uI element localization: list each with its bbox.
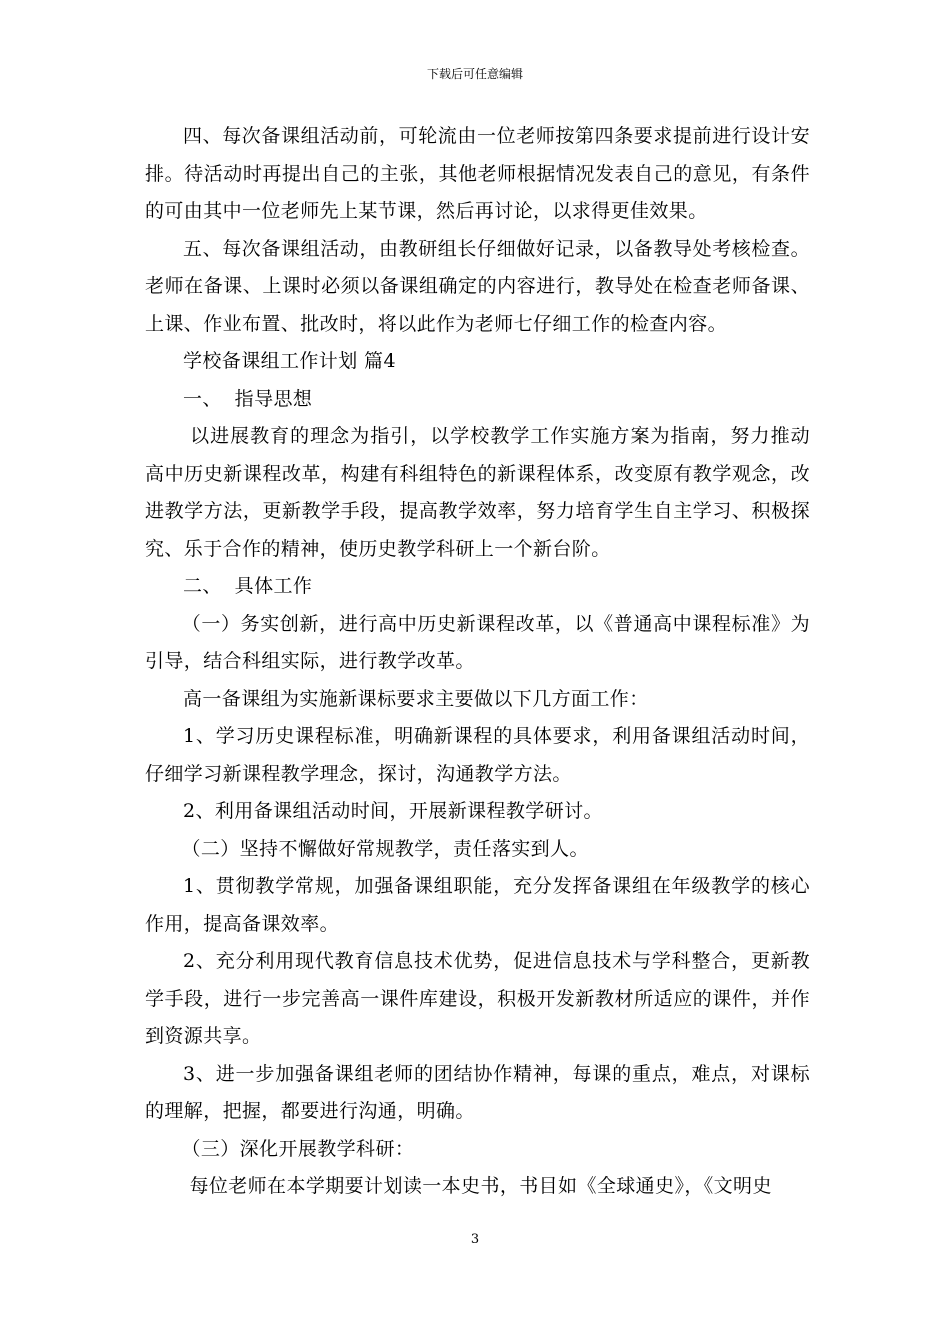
paragraph: 高一备课组为实施新课标要求主要做以下几方面工作： [183, 687, 649, 710]
subsection-heading: （三）深化开展教学科研： [175, 1137, 415, 1160]
list-item: 2、利用备课组活动时间，开展新课程教学研讨。 [183, 800, 603, 822]
list-item: 3、进一步加强备课组老师的团结协作精神，每课的重点，难点，对课标的理解，把握，都要进行沟通，明确。 [145, 1062, 810, 1122]
section-title: 学校备课组工作计划 篇4 [183, 350, 396, 372]
paragraph: 四、每次备课组活动前，可轮流由一位老师按第四条要求提前进行设计安排。待活动时再提出自己的主张，其他老师根据情况发表自己的意见，有条件的可由其中一位老师先上某节课，然后再讨论，以求得更佳效果。 [145, 125, 810, 222]
list-item: 1、学习历史课程标准，明确新课程的具体要求，利用备课组活动时间，仔细学习新课程教学理念，探讨，沟通教学方法。 [145, 725, 810, 785]
section-heading: 二、 具体工作 [183, 575, 313, 597]
document-body [145, 118, 810, 1206]
subsection-heading: （一）务实创新，进行高中历史新课程改革，以《普通高中课程标准》为引导，结合科组实际，进行教学改革。 [145, 612, 810, 672]
paragraph: 以进展教育的理念为指引，以学校教学工作实施方案为指南，努力推动高中历史新课程改革，构建有科组特色的新课程体系，改变原有教学观念，改进教学方法，更新教学手段，提高教学效率，努力培育学生自主学习、积极探究、乐于合作的精神，使历史教学科研上一个新台阶。 [145, 425, 810, 560]
page-number: 3 [470, 1232, 480, 1247]
subsection-heading: （二）坚持不懈做好常规教学，责任落实到人。 [175, 837, 589, 860]
paragraph: 五、每次备课组活动，由教研组长仔细做好记录，以备教导处考核检查。老师在备课、上课时必须以备课组确定的内容进行，教导处在检查老师备课、上课、作业布置、批改时，将以此作为老师七仔细工作的检查内容。 [145, 237, 810, 335]
list-item: 1、贯彻教学常规，加强备课组职能，充分发挥备课组在年级教学的核心作用，提高备课效率。 [145, 875, 810, 935]
paragraph: 每位老师在本学期要计划读一本史书，书目如《全球通史》，《文明史 [183, 1175, 772, 1197]
page-header: 下载后可任意编辑 [426, 67, 523, 81]
list-item: 2、充分利用现代教育信息技术优势，促进信息技术与学科整合，更新教学手段，进行一步完善高一课件库建设，积极开发新教材所适应的课件，并作到资源共享。 [145, 950, 810, 1047]
section-heading: 一、 指导思想 [183, 387, 313, 410]
